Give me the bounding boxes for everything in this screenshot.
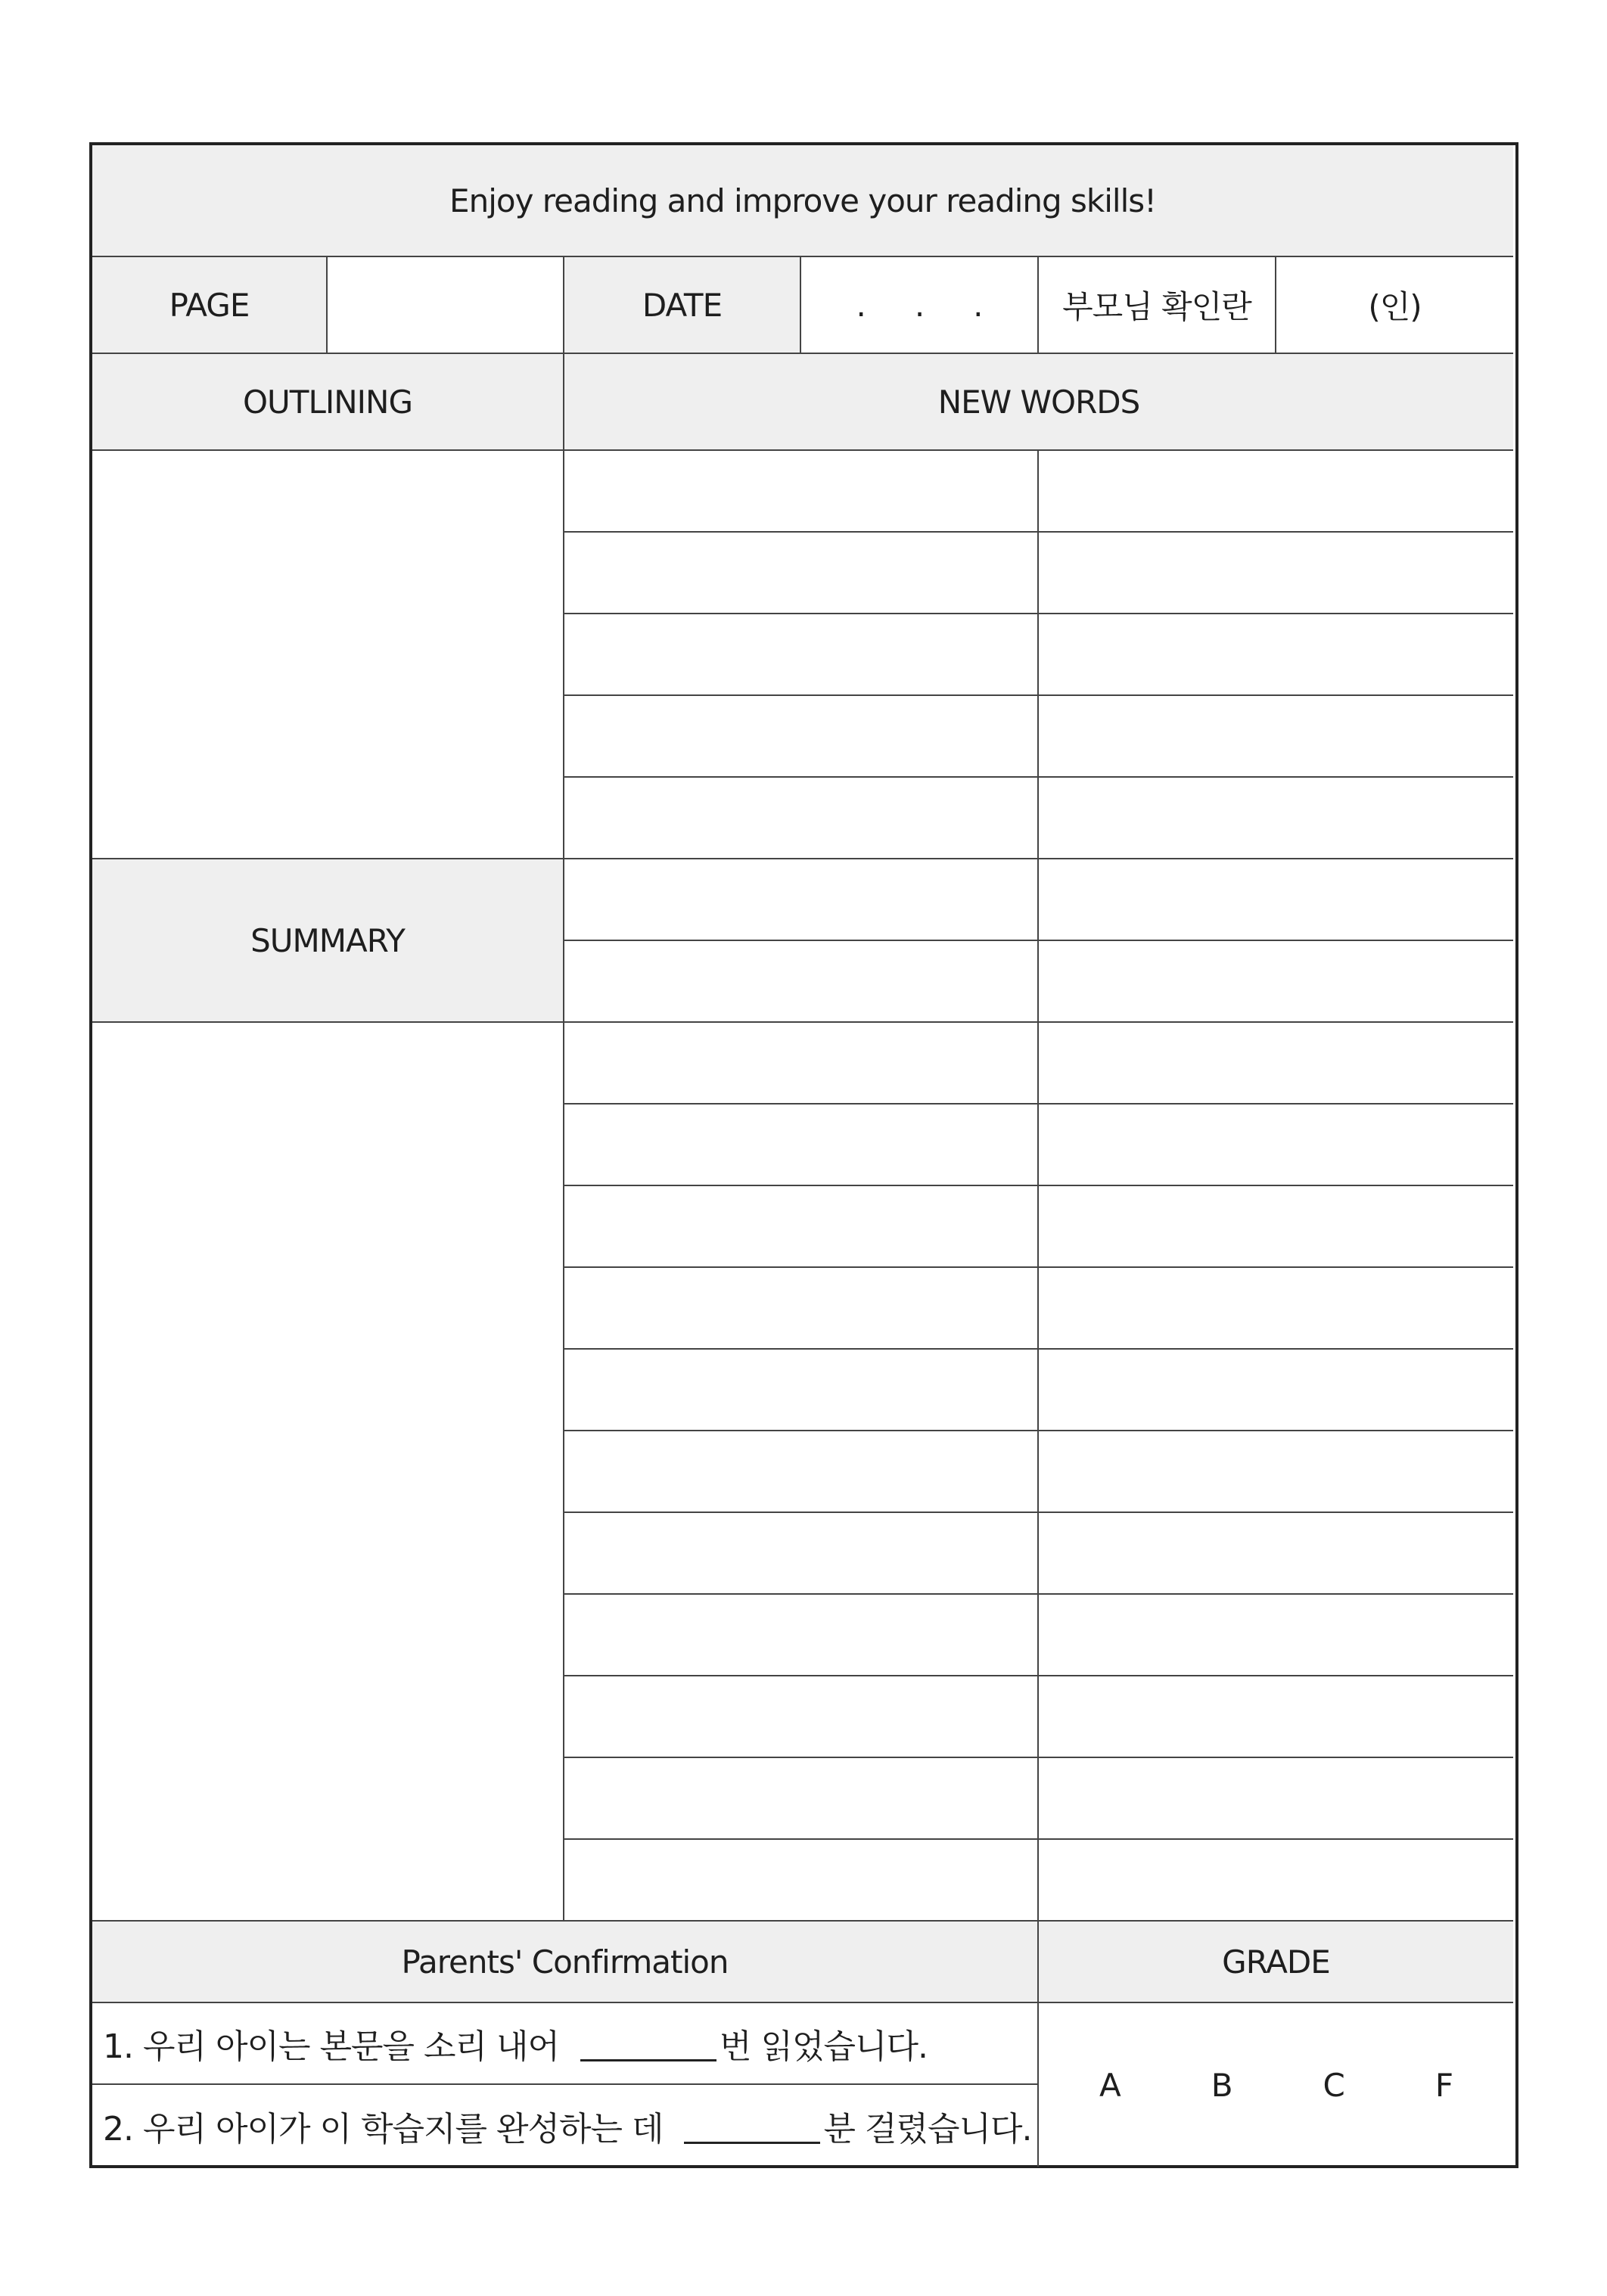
- parent-check-label: 부모님 확인란: [1039, 257, 1276, 354]
- question-completion-time: [92, 2085, 1039, 2167]
- new-word-cell[interactable]: [564, 1758, 1039, 1840]
- page-field[interactable]: [328, 257, 564, 354]
- grade-option[interactable]: C: [1323, 2066, 1344, 2104]
- new-word-cell[interactable]: [564, 941, 1039, 1023]
- date-field[interactable]: [801, 257, 1039, 354]
- new-word-cell[interactable]: [564, 533, 1039, 614]
- question2-text: 2. 우리 아이가 이 학습지를 완성하는 데: [103, 2110, 664, 2148]
- new-word-cell[interactable]: [564, 1431, 1039, 1513]
- new-word-cell[interactable]: [564, 1105, 1039, 1186]
- new-word-cell[interactable]: [564, 859, 1039, 941]
- grade-option[interactable]: F: [1434, 2066, 1453, 2104]
- parent-seal-field[interactable]: (인): [1276, 257, 1513, 354]
- new-word-cell[interactable]: [564, 1676, 1039, 1758]
- word-meaning-cell[interactable]: [1039, 1431, 1513, 1513]
- grade-header: GRADE: [1039, 1922, 1513, 2003]
- word-meaning-cell[interactable]: [1039, 1513, 1513, 1595]
- new-word-cell[interactable]: [564, 1595, 1039, 1676]
- new-word-cell[interactable]: [564, 1023, 1039, 1105]
- new-word-cell[interactable]: [564, 614, 1039, 696]
- grade-option[interactable]: A: [1099, 2066, 1121, 2104]
- grade-option[interactable]: B: [1211, 2066, 1232, 2104]
- word-meaning-cell[interactable]: [1039, 614, 1513, 696]
- question1-suffix: 번 읽었습니다.: [719, 2027, 928, 2066]
- summary-area[interactable]: [92, 1023, 564, 1922]
- new-word-cell[interactable]: [564, 1840, 1039, 1922]
- word-meaning-cell[interactable]: [1039, 941, 1513, 1023]
- word-meaning-cell[interactable]: [1039, 1676, 1513, 1758]
- word-meaning-cell[interactable]: [1039, 1595, 1513, 1676]
- word-meaning-cell[interactable]: [1039, 778, 1513, 859]
- new-word-cell[interactable]: [564, 1186, 1039, 1268]
- word-meaning-cell[interactable]: [1039, 533, 1513, 614]
- summary-header: SUMMARY: [92, 859, 564, 1023]
- word-meaning-cell[interactable]: [1039, 859, 1513, 941]
- word-meaning-cell[interactable]: [1039, 1105, 1513, 1186]
- word-meaning-cell[interactable]: [1039, 1840, 1513, 1922]
- word-meaning-cell[interactable]: [1039, 1268, 1513, 1350]
- outlining-header: OUTLINING: [92, 354, 564, 451]
- new-word-cell[interactable]: [564, 1268, 1039, 1350]
- minutes-blank[interactable]: [684, 2108, 820, 2144]
- grade-options: [1039, 2003, 1513, 2167]
- new-word-cell[interactable]: [564, 1513, 1039, 1595]
- word-meaning-cell[interactable]: [1039, 1023, 1513, 1105]
- worksheet-title: Enjoy reading and improve your reading skills!: [92, 145, 1513, 257]
- new-word-cell[interactable]: [564, 451, 1039, 533]
- date-dot: .: [973, 286, 983, 324]
- new-word-cell[interactable]: [564, 696, 1039, 778]
- word-meaning-cell[interactable]: [1039, 1186, 1513, 1268]
- question2-suffix: 분 걸렸습니다.: [823, 2110, 1032, 2148]
- word-meaning-cell[interactable]: [1039, 451, 1513, 533]
- page-label: PAGE: [92, 257, 328, 354]
- outlining-area[interactable]: [92, 451, 564, 859]
- question-read-aloud: [92, 2003, 1039, 2085]
- new-word-cell[interactable]: [564, 1350, 1039, 1431]
- parents-confirmation-header: Parents' Confirmation: [92, 1922, 1039, 2003]
- read-count-blank[interactable]: [580, 2026, 716, 2061]
- word-meaning-cell[interactable]: [1039, 1350, 1513, 1431]
- question1-text: 1. 우리 아이는 본문을 소리 내어: [103, 2027, 559, 2066]
- reading-worksheet: [89, 142, 1518, 2168]
- date-label: DATE: [564, 257, 801, 354]
- word-meaning-cell[interactable]: [1039, 696, 1513, 778]
- new-words-header: NEW WORDS: [564, 354, 1513, 451]
- word-meaning-cell[interactable]: [1039, 1758, 1513, 1840]
- date-dot: .: [856, 286, 866, 324]
- date-dot: .: [914, 286, 925, 324]
- new-word-cell[interactable]: [564, 778, 1039, 859]
